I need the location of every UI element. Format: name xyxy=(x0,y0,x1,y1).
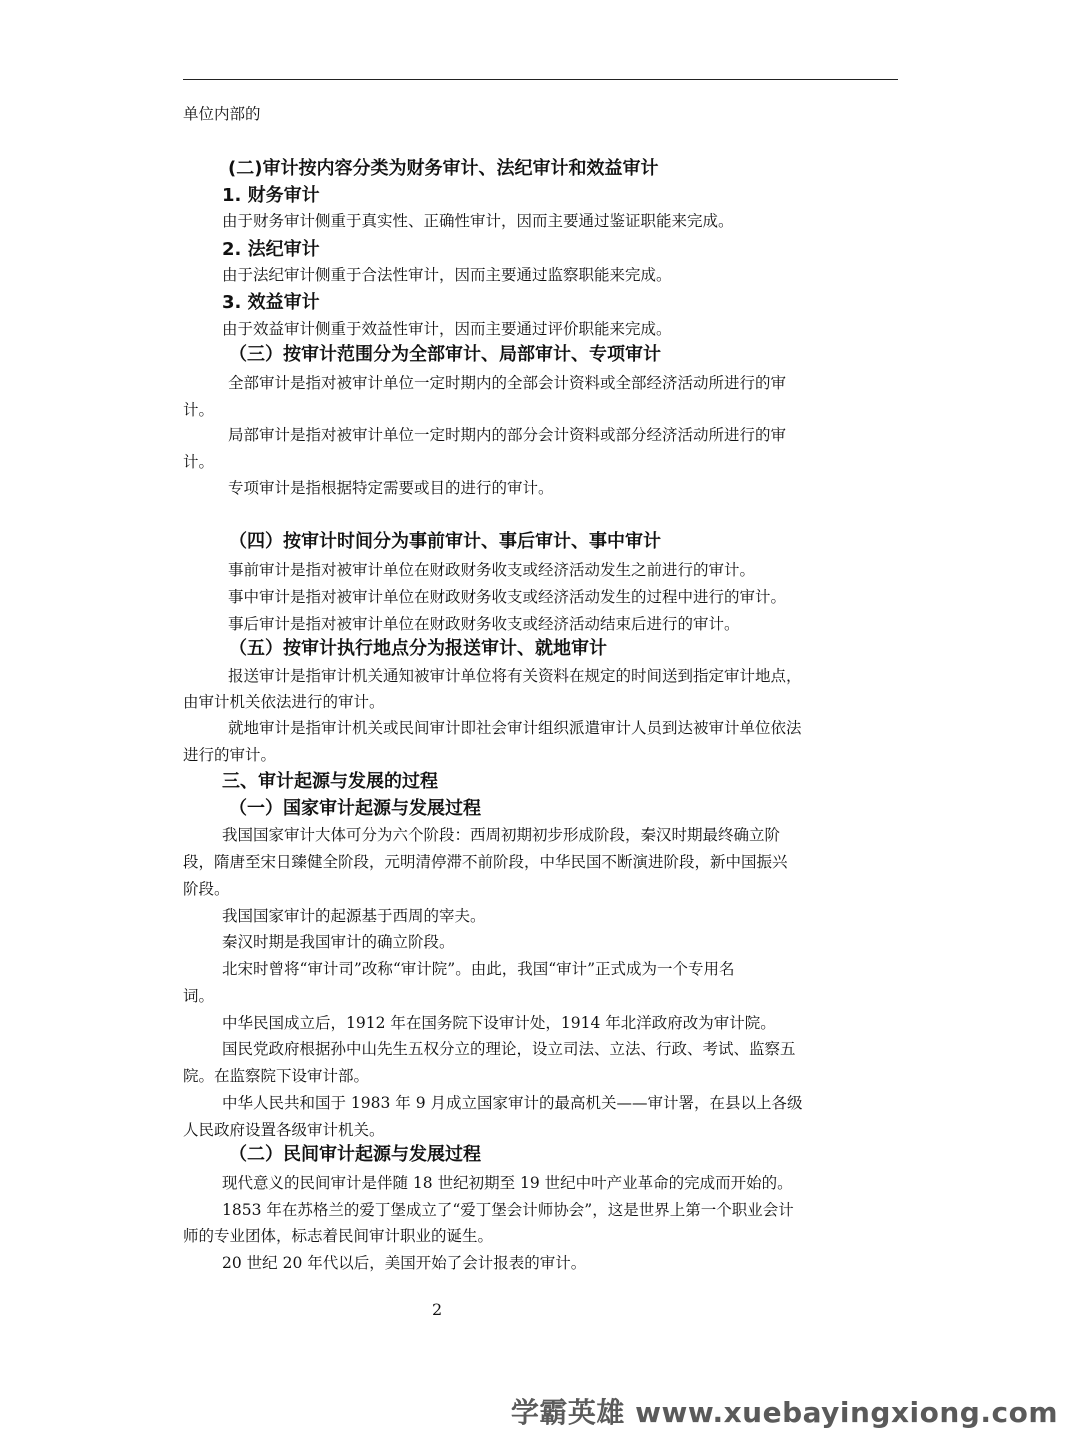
paragraph-line: 由审计机关依法进行的审计。 xyxy=(183,693,385,711)
paragraph-line: 就地审计是指审计机关或民间审计即社会审计组织派遣审计人员到达被审计单位依法 xyxy=(228,719,802,737)
paragraph-line: 由于法纪审计侧重于合法性审计，因而主要通过监察职能来完成。 xyxy=(222,266,672,284)
paragraph-line: 由于财务审计侧重于真实性、正确性审计，因而主要通过鉴证职能来完成。 xyxy=(222,212,734,230)
paragraph-line: 事中审计是指对被审计单位在财政财务收支或经济活动发生的过程中进行的审计。 xyxy=(228,588,787,606)
subheading-legal-audit: 2. 法纪审计 xyxy=(222,239,320,260)
section-heading-audit-timing: （四）按审计时间分为事前审计、事后审计、事中审计 xyxy=(229,531,661,552)
paragraph-line: 阶段。 xyxy=(183,880,230,898)
paragraph-line: 20 世纪 20 年代以后，美国开始了会计报表的审计。 xyxy=(222,1254,587,1272)
section-heading-private-audit: （二）民间审计起源与发展过程 xyxy=(229,1144,481,1165)
chapter-heading-audit-origin: 三、审计起源与发展的过程 xyxy=(222,771,438,792)
paragraph-line: 人民政府设置各级审计机关。 xyxy=(183,1121,385,1139)
paragraph-line: 全部审计是指对被审计单位一定时期内的全部会计资料或全部经济活动所进行的审 xyxy=(228,374,787,392)
paragraph-line: 中华人民共和国于 1983 年 9 月成立国家审计的最高机关——审计署，在县以上各级 xyxy=(222,1094,803,1112)
paragraph-line: 计。 xyxy=(183,401,215,419)
paragraph-line: 事后审计是指对被审计单位在财政财务收支或经济活动结束后进行的审计。 xyxy=(228,615,740,633)
subheading-financial-audit: 1. 财务审计 xyxy=(222,185,320,206)
paragraph-line: 局部审计是指对被审计单位一定时期内的部分会计资料或部分经济活动所进行的审 xyxy=(228,426,787,444)
paragraph-line: 现代意义的民间审计是伴随 18 世纪初期至 19 世纪中叶产业革命的完成而开始的。 xyxy=(222,1174,793,1192)
paragraph-line: 师的专业团体，标志着民间审计职业的诞生。 xyxy=(183,1227,494,1245)
subheading-performance-audit: 3. 效益审计 xyxy=(222,292,320,313)
running-text: 单位内部的 xyxy=(183,105,261,123)
section-heading-state-audit: （一）国家审计起源与发展过程 xyxy=(229,798,481,819)
paragraph-line: 段，隋唐至宋日臻健全阶段，元明清停滞不前阶段，中华民国不断演进阶段，新中国振兴 xyxy=(183,853,788,871)
section-heading-audit-location: （五）按审计执行地点分为报送审计、就地审计 xyxy=(229,638,607,659)
paragraph-line: 我国国家审计大体可分为六个阶段：西周初期初步形成阶段，秦汉时期最终确立阶 xyxy=(222,826,781,844)
paragraph-line: 计。 xyxy=(183,453,215,471)
paragraph-line: 报送审计是指审计机关通知被审计单位将有关资料在规定的时间送到指定审计地点， xyxy=(228,667,802,685)
paragraph-line: 北宋时曾将“审计司”改称“审计院”。由此，我国“审计”正式成为一个专用名 xyxy=(222,960,735,978)
page-number: 2 xyxy=(432,1300,443,1319)
section-heading-content-classification: (二)审计按内容分类为财务审计、法纪审计和效益审计 xyxy=(228,158,659,179)
paragraph-line: 词。 xyxy=(183,987,215,1005)
paragraph-line: 专项审计是指根据特定需要或目的进行的审计。 xyxy=(228,479,554,497)
paragraph-line: 院。在监察院下设审计部。 xyxy=(183,1067,370,1085)
paragraph-line: 进行的审计。 xyxy=(183,746,277,764)
header-rule xyxy=(183,79,898,80)
section-heading-audit-scope: （三）按审计范围分为全部审计、局部审计、专项审计 xyxy=(229,344,661,365)
paragraph-line: 国民党政府根据孙中山先生五权分立的理论，设立司法、立法、行政、考试、监察五 xyxy=(222,1040,796,1058)
paragraph-line: 我国国家审计的起源基于西周的宰夫。 xyxy=(222,907,486,925)
paragraph-line: 秦汉时期是我国审计的确立阶段。 xyxy=(222,933,455,951)
paragraph-line: 1853 年在苏格兰的爱丁堡成立了“爱丁堡会计师协会”，这是世界上第一个职业会计 xyxy=(222,1201,794,1219)
paragraph-line: 事前审计是指对被审计单位在财政财务收支或经济活动发生之前进行的审计。 xyxy=(228,561,756,579)
watermark: 学霸英雄 www.xuebayingxiong.com xyxy=(510,1396,1058,1429)
paragraph-line: 由于效益审计侧重于效益性审计，因而主要通过评价职能来完成。 xyxy=(222,320,672,338)
paragraph-line: 中华民国成立后，1912 年在国务院下设审计处，1914 年北洋政府改为审计院。 xyxy=(222,1014,776,1032)
